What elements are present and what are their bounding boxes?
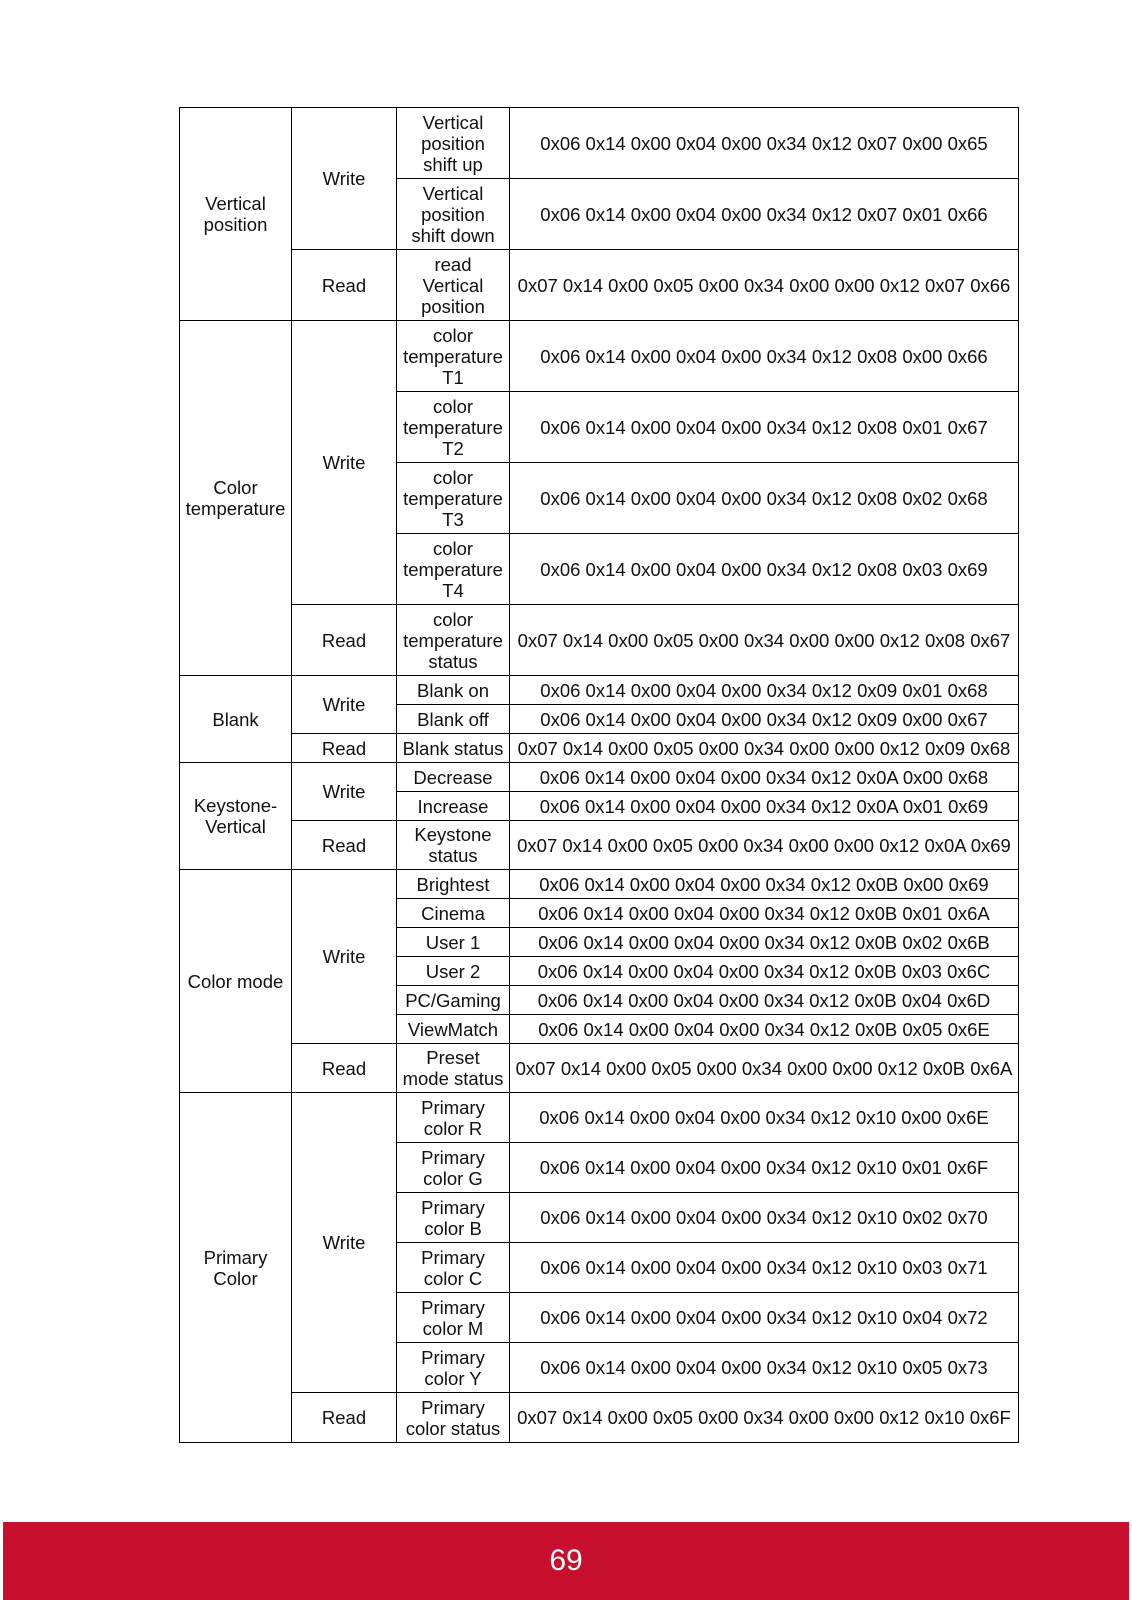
function-cell: Vertical position (180, 108, 292, 321)
operation-cell: Read (292, 250, 397, 321)
function-cell: Primary Color (180, 1093, 292, 1443)
operation-cell: Write (292, 676, 397, 734)
item-cell: Primary color B (397, 1193, 510, 1243)
table-row (180, 821, 1019, 870)
command-code-cell: 0x07 0x14 0x00 0x05 0x00 0x34 0x00 0x00 0x12 0x0B 0x6A (510, 1044, 1019, 1093)
item-cell: color temperature T2 (397, 392, 510, 463)
item-cell: color temperature T3 (397, 463, 510, 534)
page-number: 69 (549, 1544, 583, 1577)
table-row (180, 1393, 1019, 1443)
item-cell: Vertical position shift down (397, 179, 510, 250)
command-code-cell: 0x06 0x14 0x00 0x04 0x00 0x34 0x12 0x08 0x03 0x69 (510, 534, 1019, 605)
function-cell: Color temperature (180, 321, 292, 676)
table-row (180, 321, 1019, 392)
command-code-cell: 0x06 0x14 0x00 0x04 0x00 0x34 0x12 0x0B 0x00 0x69 (510, 870, 1019, 899)
operation-cell: Read (292, 1044, 397, 1093)
command-code-cell: 0x06 0x14 0x00 0x04 0x00 0x34 0x12 0x0B 0x01 0x6A (510, 899, 1019, 928)
item-cell: Primary color R (397, 1093, 510, 1143)
item-cell: Decrease (397, 763, 510, 792)
command-code-cell: 0x06 0x14 0x00 0x04 0x00 0x34 0x12 0x0A 0x00 0x68 (510, 763, 1019, 792)
table-row (180, 108, 1019, 179)
item-cell: Primary color M (397, 1293, 510, 1343)
command-code-cell: 0x07 0x14 0x00 0x05 0x00 0x34 0x00 0x00 0x12 0x0A 0x69 (510, 821, 1019, 870)
command-table (179, 107, 1019, 1443)
item-cell: ViewMatch (397, 1015, 510, 1044)
item-cell: Primary color G (397, 1143, 510, 1193)
table-row (180, 763, 1019, 792)
command-code-cell: 0x06 0x14 0x00 0x04 0x00 0x34 0x12 0x09 0x00 0x67 (510, 705, 1019, 734)
command-code-cell: 0x06 0x14 0x00 0x04 0x00 0x34 0x12 0x10 0x05 0x73 (510, 1343, 1019, 1393)
operation-cell: Write (292, 321, 397, 605)
command-code-cell: 0x06 0x14 0x00 0x04 0x00 0x34 0x12 0x08 0x00 0x66 (510, 321, 1019, 392)
table-row (180, 250, 1019, 321)
command-code-cell: 0x07 0x14 0x00 0x05 0x00 0x34 0x00 0x00 0x12 0x10 0x6F (510, 1393, 1019, 1443)
operation-cell: Write (292, 1093, 397, 1393)
item-cell: PC/Gaming (397, 986, 510, 1015)
command-code-cell: 0x06 0x14 0x00 0x04 0x00 0x34 0x12 0x08 0x01 0x67 (510, 392, 1019, 463)
operation-cell: Read (292, 605, 397, 676)
item-cell: Keystone status (397, 821, 510, 870)
command-code-cell: 0x06 0x14 0x00 0x04 0x00 0x34 0x12 0x07 0x00 0x65 (510, 108, 1019, 179)
operation-cell: Read (292, 821, 397, 870)
item-cell: Blank status (397, 734, 510, 763)
item-cell: User 1 (397, 928, 510, 957)
command-code-cell: 0x06 0x14 0x00 0x04 0x00 0x34 0x12 0x0B 0x05 0x6E (510, 1015, 1019, 1044)
table-row (180, 1093, 1019, 1143)
command-code-cell: 0x06 0x14 0x00 0x04 0x00 0x34 0x12 0x10 0x02 0x70 (510, 1193, 1019, 1243)
table-row (180, 676, 1019, 705)
item-cell: Primary color Y (397, 1343, 510, 1393)
item-cell: Primary color status (397, 1393, 510, 1443)
command-code-cell: 0x07 0x14 0x00 0x05 0x00 0x34 0x00 0x00 0x12 0x07 0x66 (510, 250, 1019, 321)
command-code-cell: 0x06 0x14 0x00 0x04 0x00 0x34 0x12 0x0B 0x02 0x6B (510, 928, 1019, 957)
function-cell: Color mode (180, 870, 292, 1093)
table-row (180, 1044, 1019, 1093)
command-code-cell: 0x06 0x14 0x00 0x04 0x00 0x34 0x12 0x10 0x00 0x6E (510, 1093, 1019, 1143)
command-code-cell: 0x06 0x14 0x00 0x04 0x00 0x34 0x12 0x0A 0x01 0x69 (510, 792, 1019, 821)
command-code-cell: 0x06 0x14 0x00 0x04 0x00 0x34 0x12 0x0B 0x04 0x6D (510, 986, 1019, 1015)
page-footer-bar (3, 1522, 1129, 1600)
item-cell: Brightest (397, 870, 510, 899)
operation-cell: Read (292, 1393, 397, 1443)
table-row (180, 870, 1019, 899)
operation-cell: Read (292, 734, 397, 763)
item-cell: Primary color C (397, 1243, 510, 1293)
command-table-body (180, 108, 1019, 1443)
item-cell: Increase (397, 792, 510, 821)
command-code-cell: 0x06 0x14 0x00 0x04 0x00 0x34 0x12 0x10 0x01 0x6F (510, 1143, 1019, 1193)
operation-cell: Write (292, 870, 397, 1044)
item-cell: Vertical position shift up (397, 108, 510, 179)
command-code-cell: 0x06 0x14 0x00 0x04 0x00 0x34 0x12 0x08 0x02 0x68 (510, 463, 1019, 534)
function-cell: Keystone- Vertical (180, 763, 292, 870)
command-code-cell: 0x07 0x14 0x00 0x05 0x00 0x34 0x00 0x00 0x12 0x08 0x67 (510, 605, 1019, 676)
item-cell: read Vertical position (397, 250, 510, 321)
item-cell: Preset mode status (397, 1044, 510, 1093)
item-cell: color temperature status (397, 605, 510, 676)
operation-cell: Write (292, 763, 397, 821)
function-cell: Blank (180, 676, 292, 763)
command-code-cell: 0x06 0x14 0x00 0x04 0x00 0x34 0x12 0x10 0x04 0x72 (510, 1293, 1019, 1343)
command-code-cell: 0x07 0x14 0x00 0x05 0x00 0x34 0x00 0x00 0x12 0x09 0x68 (510, 734, 1019, 763)
command-code-cell: 0x06 0x14 0x00 0x04 0x00 0x34 0x12 0x07 0x01 0x66 (510, 179, 1019, 250)
operation-cell: Write (292, 108, 397, 250)
table-row (180, 734, 1019, 763)
item-cell: color temperature T4 (397, 534, 510, 605)
item-cell: color temperature T1 (397, 321, 510, 392)
item-cell: User 2 (397, 957, 510, 986)
command-code-cell: 0x06 0x14 0x00 0x04 0x00 0x34 0x12 0x0B 0x03 0x6C (510, 957, 1019, 986)
item-cell: Blank on (397, 676, 510, 705)
table-row (180, 605, 1019, 676)
command-code-cell: 0x06 0x14 0x00 0x04 0x00 0x34 0x12 0x10 0x03 0x71 (510, 1243, 1019, 1293)
item-cell: Blank off (397, 705, 510, 734)
command-code-cell: 0x06 0x14 0x00 0x04 0x00 0x34 0x12 0x09 0x01 0x68 (510, 676, 1019, 705)
item-cell: Cinema (397, 899, 510, 928)
